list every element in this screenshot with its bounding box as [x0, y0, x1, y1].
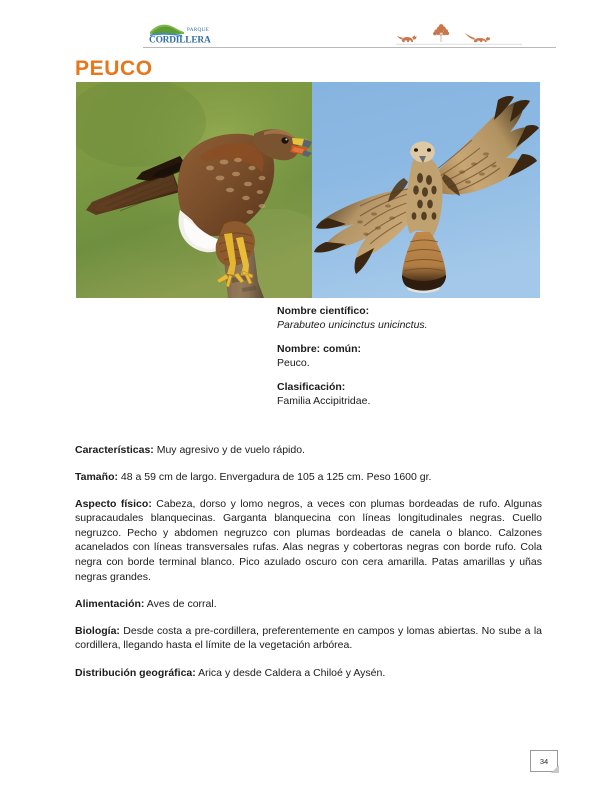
perched-hawk-photo — [76, 82, 312, 298]
page-fold-corner-icon — [551, 765, 559, 773]
photo-row — [76, 82, 540, 298]
header-divider — [143, 47, 556, 48]
section-label: Características: — [75, 443, 154, 456]
page-number-badge — [530, 750, 558, 772]
info-scientific-name — [277, 305, 542, 332]
parque-cordillera-logo — [148, 20, 224, 44]
section-text: Cabeza, dorso y lomo negros, a veces con plumas bordeadas de rufo. Algunas supracaudales blanquecinas. Garganta blanquecina con líneas longitudinales negras. Cuello negruzco. Pecho y abdomen negruzco con plumas bordeadas de canela o blanco. Calzones acanelados con líneas transversales rufas. Alas negras y cobertoras negras con borde rufo. Cola negra con borde terminal blanco. Pico azulado oscuro con cera amarilla. Patas amarillas y uñas negras grandes. — [75, 497, 542, 583]
section-label: Distribución geográfica: — [75, 666, 196, 679]
page-title: PEUCO — [75, 57, 153, 80]
section-text: Muy agresivo y de vuelo rápido. — [153, 443, 305, 456]
info-label: Clasificación: — [277, 381, 346, 393]
info-common-name — [277, 343, 542, 370]
section-label: Biología: — [75, 624, 120, 637]
page-header — [0, 0, 600, 52]
section-text: 48 a 59 cm de largo. Envergadura de 105 a 125 cm. Peso 1600 gr. — [117, 470, 432, 483]
section-tamano — [75, 470, 542, 485]
section-text: Arica y desde Caldera a Chiloé y Aysén. — [195, 666, 386, 679]
section-text: Desde costa a pre-cordillera, preferentemente en campos y lomas abiertas. No sube a la cordillera, llegando hasta el límite de la vegetación arbórea. — [75, 624, 542, 652]
info-label: Nombre: común: — [277, 343, 361, 355]
info-classification — [277, 381, 542, 408]
section-label: Alimentación: — [75, 597, 145, 610]
page-number: 34 — [539, 756, 549, 766]
species-description — [75, 432, 542, 680]
section-distribucion-geografica — [75, 666, 542, 681]
section-biologia — [75, 624, 542, 653]
info-value: Peuco. — [277, 356, 310, 369]
section-label: Aspecto físico: — [75, 497, 152, 510]
species-info-block — [277, 305, 542, 408]
info-label: Nombre científico: — [277, 305, 370, 317]
fox-tree-puma-icon — [396, 20, 522, 46]
flying-hawk-photo — [312, 82, 540, 298]
section-aspecto-fisico — [75, 497, 542, 585]
info-value: Parabuteo unicinctus unicinctus. — [277, 318, 428, 331]
section-label: Tamaño: — [75, 470, 118, 483]
logo-cordillera-text: CORDILLERA — [149, 35, 211, 44]
section-text: Aves de corral. — [144, 597, 217, 610]
section-caracteristicas — [75, 443, 542, 458]
logo-parque-text: PARQUE — [187, 27, 210, 33]
info-value: Familia Accipitridae. — [277, 394, 371, 407]
section-alimentacion — [75, 597, 542, 612]
